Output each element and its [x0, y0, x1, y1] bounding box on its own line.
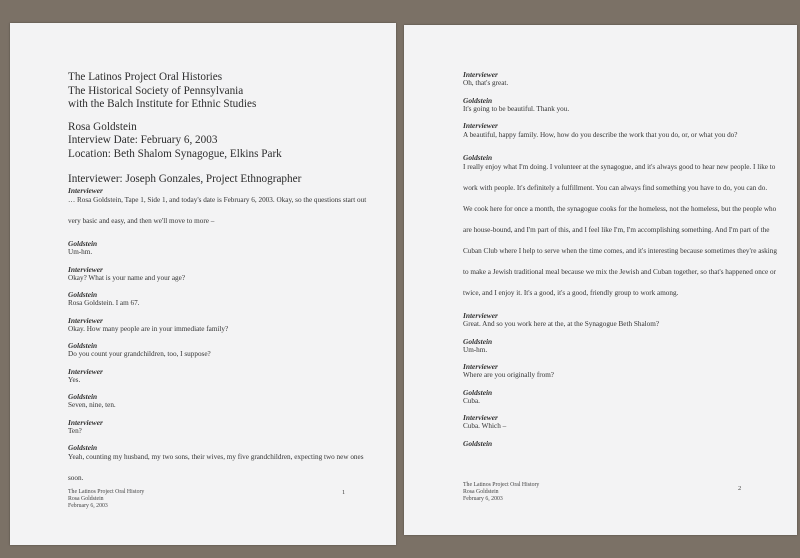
- dialogue-turn: [463, 96, 778, 115]
- dialogue-turn: [463, 337, 778, 356]
- speaker-label: Goldstein: [463, 438, 493, 448]
- speaker-label: Interviewer: [463, 121, 498, 130]
- speaker-label: Goldstein: [463, 153, 493, 162]
- speaker-label: Goldstein: [68, 239, 98, 248]
- speech-text: Um-hm.: [68, 248, 93, 256]
- speech-text: Cuba.: [463, 396, 480, 405]
- institution-line: The Latinos Project Oral Histories: [68, 71, 223, 83]
- dialogue-turn: [463, 153, 778, 304]
- dialogue-turn: [68, 186, 368, 232]
- speech-text: Do you count your grandchildren, too, I suppose?: [68, 350, 211, 358]
- dialogue-turn: [68, 443, 368, 489]
- speech-text: Seven, nine, ten.: [68, 401, 116, 409]
- speaker-label: Interviewer: [463, 362, 498, 371]
- speech-text: Yes.: [68, 375, 81, 384]
- dialogue-list: [463, 70, 778, 455]
- speaker-label: Goldstein: [463, 95, 493, 105]
- dialogue-turn: [68, 239, 368, 258]
- speaker-label: Goldstein: [68, 290, 98, 299]
- page-number: 2: [738, 485, 742, 492]
- speaker-label: Interviewer: [68, 417, 103, 427]
- interviewee-name: Rosa Goldstein: [68, 120, 137, 133]
- transcript-header: [68, 71, 388, 186]
- footer-line: February 6, 2003: [463, 496, 503, 503]
- dialogue-turn: [463, 70, 778, 89]
- speech-text: Ten?: [68, 426, 82, 435]
- dialogue-turn: [68, 392, 368, 411]
- page-footer: [463, 482, 539, 504]
- speech-text: Yeah, counting my husband, my two sons, their wives, my five grandchildren, expecting two new ones soon.: [68, 453, 364, 482]
- transcript-page-2: [404, 25, 797, 535]
- dialogue-turn: [463, 439, 778, 448]
- footer-line: Rosa Goldstein: [68, 496, 104, 503]
- dialogue-turn: [68, 418, 368, 437]
- speaker-label: Goldstein: [463, 336, 493, 346]
- speech-text: Um-hm.: [463, 345, 488, 354]
- footer-line: February 6, 2003: [68, 503, 108, 510]
- speech-text: Where are you originally from?: [463, 371, 555, 379]
- dialogue-turn: [68, 341, 368, 360]
- dialogue-list: [68, 186, 368, 496]
- speaker-label: Interviewer: [463, 311, 498, 320]
- speech-text: I really enjoy what I'm doing. I volunteer at the synagogue, and it's always good to hear new people. I like to work with people. It's definitely a fulfillment. You can always find something you have to do, you can do. We cook here for once a month, the synagogue cooks for the homeless, not the homeless, but the people who are house-bound, and I'm part of this, and I feel like I'm, I'm accomplishing something. And I'm part of the Cuban Club where I help to serve when the time comes, and it's interesting because sometimes they're asking to make a Jewish traditional meal because we mix the Jewish and Cuban together, so that's happened once or twice, and I enjoy it. It's a good, it's a good, friendly group to work among.: [463, 163, 777, 297]
- speaker-label: Interviewer: [463, 413, 498, 422]
- speech-text: Rosa Goldstein. I am 67.: [68, 299, 140, 307]
- speaker-label: Goldstein: [68, 392, 98, 401]
- dialogue-turn: [463, 311, 778, 330]
- interview-date: Interview Date: February 6, 2003: [68, 134, 218, 147]
- speaker-label: Interviewer: [463, 70, 498, 79]
- speaker-label: Goldstein: [68, 443, 98, 452]
- institution-line: with the Balch Institute for Ethnic Studies: [68, 98, 257, 111]
- speech-text: Great. And so you work here at the, at the Synagogue Beth Shalom?: [463, 320, 660, 328]
- speech-text: It's going to be beautiful. Thank you.: [463, 104, 570, 113]
- speech-text: Okay. How many people are in your immediate family?: [68, 324, 229, 333]
- dialogue-turn: [463, 362, 778, 381]
- speaker-label: Goldstein: [463, 387, 493, 397]
- dialogue-turn: [68, 367, 368, 386]
- dialogue-turn: [463, 413, 778, 432]
- dialogue-turn: [463, 388, 778, 407]
- dialogue-turn: [68, 316, 368, 335]
- speaker-label: Interviewer: [68, 264, 103, 274]
- page-footer: [68, 489, 144, 511]
- speech-text: Cuba. Which –: [463, 422, 507, 430]
- page-number: 1: [342, 489, 346, 496]
- dialogue-turn: [68, 265, 368, 284]
- dialogue-turn: [68, 290, 368, 309]
- institution-line: The Historical Society of Pennsylvania: [68, 84, 244, 97]
- speech-text: Okay? What is your name and your age?: [68, 273, 186, 282]
- speaker-label: Goldstein: [68, 341, 98, 350]
- interview-location: Location: Beth Shalom Synagogue, Elkins Park: [68, 147, 282, 160]
- footer-line: The Latinos Project Oral History: [68, 489, 145, 495]
- speaker-label: Interviewer: [68, 366, 103, 376]
- speech-text: A beautiful, happy family. How, how do you describe the work that you do, or, or what you do?: [463, 131, 738, 139]
- interviewer-line: Interviewer: Joseph Gonzales, Project Ethnographer: [68, 172, 302, 185]
- speech-text: … Rosa Goldstein, Tape 1, Side 1, and today's date is February 6, 2003. Okay, so the questions start out very basic and easy, and then we'll move to more –: [68, 196, 367, 225]
- footer-line: Rosa Goldstein: [463, 489, 499, 496]
- speaker-label: Interviewer: [68, 315, 103, 325]
- speech-text: Oh, that's great.: [463, 79, 509, 87]
- speaker-label: Interviewer: [68, 186, 103, 195]
- footer-line: The Latinos Project Oral History: [463, 482, 540, 488]
- dialogue-turn: [463, 121, 778, 146]
- transcript-page-1: [10, 23, 396, 545]
